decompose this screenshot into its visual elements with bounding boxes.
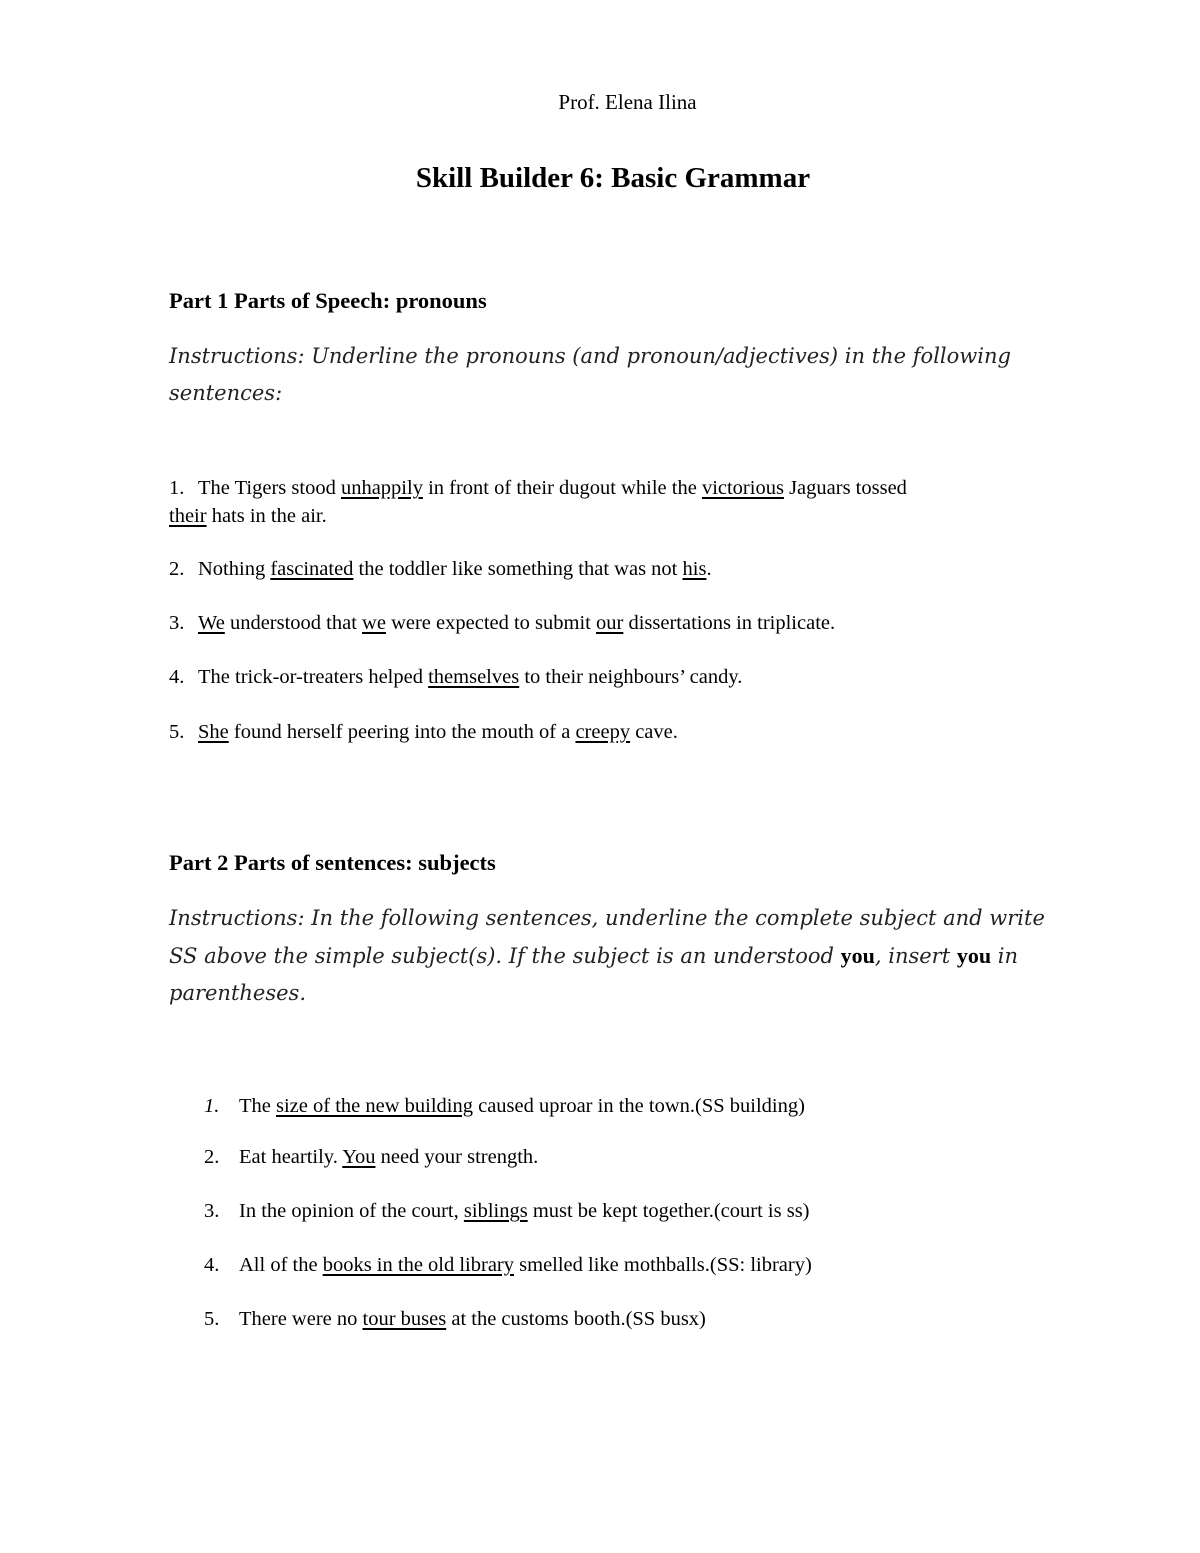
- sentence-text: must be kept together.(court is ss): [527, 1200, 810, 1222]
- sentence-text: The Tigers stood: [198, 477, 341, 499]
- item-text: [198, 610, 1068, 637]
- sentence-underlined-word: tour buses: [362, 1308, 447, 1330]
- item-text: [239, 1252, 812, 1279]
- item-number: 1.: [169, 477, 185, 499]
- item-text: [198, 556, 1068, 583]
- item-text: [198, 664, 1068, 691]
- item-text: [198, 475, 1068, 502]
- author-name: Prof. Elena Ilina: [558, 90, 697, 114]
- sentence-underlined-word: unhappily: [340, 477, 423, 499]
- item-text: [198, 719, 1068, 746]
- sentence-underlined-word: our: [596, 612, 624, 634]
- item-number: 2.: [169, 558, 185, 580]
- sentence-text: The: [239, 1095, 276, 1117]
- sentence-underlined-word: fascinated: [270, 558, 354, 580]
- sentence-underlined-word: themselves: [428, 666, 520, 688]
- sentence-text: were expected to submit: [385, 612, 596, 634]
- instruction-bold-word: you: [840, 943, 875, 968]
- item-number: 3.: [169, 612, 185, 634]
- instruction-text: , insert: [874, 944, 957, 968]
- sentence-underlined-word: You: [342, 1146, 376, 1168]
- sentence-text: found herself peering into the mouth of a: [228, 721, 576, 743]
- sentence-underlined-word: books in the old library: [322, 1254, 515, 1276]
- sentence-underlined-word: siblings: [463, 1200, 528, 1222]
- sentence-text: The trick-or-treaters helped: [198, 666, 429, 688]
- sentence-text: to their neighbours’ candy.: [519, 666, 743, 688]
- sentence-text: All of the: [239, 1254, 323, 1276]
- sentence-underlined-word: their: [169, 505, 207, 527]
- sentence-underlined-word: we: [362, 612, 386, 634]
- sentence-underlined-word: size of the new building: [276, 1095, 473, 1117]
- sentence-text: in front of their dugout while the: [422, 477, 702, 499]
- sentence-text: There were no: [239, 1308, 363, 1330]
- sentence-underlined-word: his: [682, 558, 707, 580]
- part1-instructions: Instructions: Underline the pronouns (and pronoun/adjectives) in the following sentences:: [169, 344, 1011, 405]
- sentence-underlined-word: victorious: [701, 477, 784, 499]
- item-number: 5.: [169, 721, 185, 743]
- sentence-text: cave.: [630, 721, 678, 743]
- item-text: [239, 1093, 805, 1120]
- part1-heading: Part 1 Parts of Speech: pronouns: [169, 288, 487, 313]
- item-number: 1.: [204, 1095, 220, 1117]
- instruction-bold-word: you: [956, 943, 992, 968]
- item-number: 3.: [204, 1200, 220, 1222]
- item-number: 4.: [204, 1254, 220, 1276]
- sentence-text: Nothing: [198, 558, 271, 580]
- sentence-text: at the customs booth.(SS busx): [446, 1308, 706, 1330]
- part2-instructions: [169, 900, 1069, 1012]
- sentence-underlined-word: She: [198, 721, 229, 743]
- page-title: Skill Builder 6: Basic Grammar: [415, 162, 811, 194]
- sentence-text: dissertations in triplicate.: [623, 612, 836, 634]
- sentence-text: Eat heartily.: [239, 1146, 343, 1168]
- part2-heading: Part 2 Parts of sentences: subjects: [169, 850, 496, 875]
- sentence-text: smelled like mothballs.(SS: library): [514, 1254, 812, 1276]
- sentence-text: the toddler like something that was not: [353, 558, 683, 580]
- instruction-text: in parentheses.: [169, 944, 1018, 1005]
- item-number: 5.: [204, 1308, 220, 1330]
- item-text: [239, 1306, 706, 1333]
- item-number: 4.: [169, 666, 185, 688]
- item-text: [239, 1144, 538, 1171]
- sentence-underlined-word: We: [198, 612, 225, 634]
- instruction-text: Instructions: In the following sentences, underline the complete subject and write SS above the simple subject(s). If the subject is an understood: [169, 906, 1045, 968]
- item-text-line2: [169, 503, 327, 530]
- sentence-text: hats in the air.: [206, 505, 327, 527]
- item-text: [239, 1198, 810, 1225]
- sentence-underlined-word: creepy: [575, 721, 631, 743]
- sentence-text: .: [706, 558, 712, 580]
- sentence-text: understood that: [224, 612, 363, 634]
- sentence-text: In the opinion of the court,: [239, 1200, 464, 1222]
- sentence-text: Jaguars tossed: [783, 477, 907, 499]
- item-number: 2.: [204, 1146, 220, 1168]
- sentence-text: need your strength.: [375, 1146, 539, 1168]
- sentence-text: caused uproar in the town.(SS building): [472, 1095, 805, 1117]
